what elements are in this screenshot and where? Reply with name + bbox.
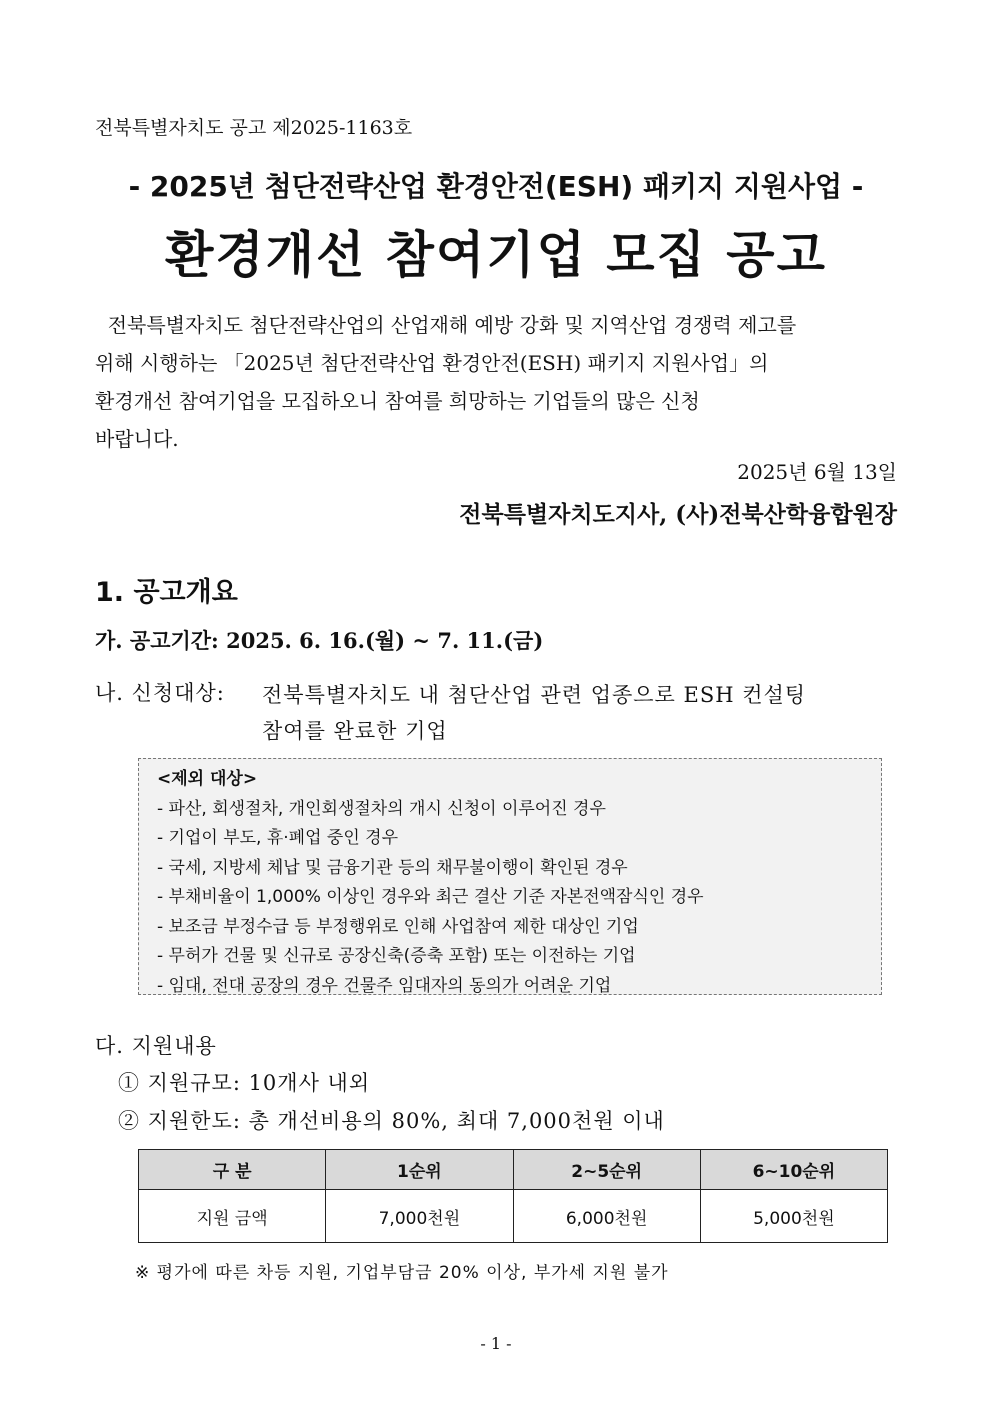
signer: 전북특별자치도지사, (사)전북산학융합원장 xyxy=(459,501,897,528)
section-heading: 1. 공고개요 xyxy=(95,577,238,608)
table-header-cell: 1순위 xyxy=(326,1150,513,1190)
table-header-row xyxy=(139,1150,888,1190)
support-scale: ① 지원규모: 10개사 내외 xyxy=(118,1071,371,1095)
program-subtitle: - 2025년 첨단전략산업 환경안전(ESH) 패키지 지원사업 - xyxy=(128,170,864,203)
support-heading: 다. 지원내용 xyxy=(95,1034,217,1058)
table-row xyxy=(139,1190,888,1243)
target-line: 참여를 완료한 기업 xyxy=(262,719,448,743)
exclusion-item: - 국세, 지방세 체납 및 금융기관 등의 채무불이행이 확인된 경우 xyxy=(157,857,628,878)
table-header-cell: 6~10순위 xyxy=(700,1150,887,1190)
exclusion-item: - 무허가 건물 및 신규로 공장신축(증축 포함) 또는 이전하는 기업 xyxy=(157,946,636,966)
exclusion-item: - 기업이 부도, 휴·폐업 중인 경우 xyxy=(157,828,399,848)
table-cell: 6,000천원 xyxy=(513,1190,700,1243)
page-title: 환경개선 참여기업 모집 공고 xyxy=(165,226,827,284)
exclusions-title: <제외 대상> xyxy=(157,769,258,789)
intro-line: 전북특별자치도 첨단전략산업의 산업재해 예방 강화 및 지역산업 경쟁력 제고를 xyxy=(95,313,797,337)
support-note: ※ 평가에 따른 차등 지원, 기업부담금 20% 이상, 부가세 지원 불가 xyxy=(135,1263,669,1283)
exclusion-item: - 보조금 부정수급 등 부정행위로 인해 사업참여 제한 대상인 기업 xyxy=(157,916,639,937)
intro-line: 환경개선 참여기업을 모집하오니 참여를 희망하는 기업들의 많은 신청 xyxy=(95,389,700,413)
table-cell: 지원 금액 xyxy=(139,1190,326,1243)
table-cell: 7,000천원 xyxy=(326,1190,513,1243)
exclusion-item: - 임대, 전대 공장의 경우 건물주 임대자의 동의가 어려운 기업 xyxy=(157,975,612,996)
notice-number: 전북특별자치도 공고 제2025-1163호 xyxy=(95,117,413,139)
exclusions-box xyxy=(138,758,882,995)
page-number: - 1 - xyxy=(480,1334,512,1353)
table-header-cell: 구 분 xyxy=(139,1150,326,1190)
support-limit: ② 지원한도: 총 개선비용의 80%, 최대 7,000천원 이내 xyxy=(118,1109,665,1133)
notice-period: 가. 공고기간: 2025. 6. 16.(월) ~ 7. 11.(금) xyxy=(95,628,544,653)
intro-line: 위해 시행하는 「2025년 첨단전략산업 환경안전(ESH) 패키지 지원사업」의 xyxy=(95,351,769,375)
target-label: 나. 신청대상: xyxy=(95,681,225,705)
support-table xyxy=(138,1149,888,1243)
table-header-cell: 2~5순위 xyxy=(513,1150,700,1190)
target-line: 전북특별자치도 내 첨단산업 관련 업종으로 ESH 컨설팅 xyxy=(262,683,807,707)
table-cell: 5,000천원 xyxy=(700,1190,887,1243)
target-text xyxy=(262,677,897,749)
exclusion-item: - 파산, 회생절차, 개인회생절차의 개시 신청이 이루어진 경우 xyxy=(157,798,606,819)
announcement-date: 2025년 6월 13일 xyxy=(737,460,897,484)
intro-line: 바랍니다. xyxy=(95,427,179,451)
intro-paragraph xyxy=(95,306,897,458)
exclusion-item: - 부채비율이 1,000% 이상인 경우와 최근 결산 기준 자본전액잠식인 경우 xyxy=(157,887,704,907)
